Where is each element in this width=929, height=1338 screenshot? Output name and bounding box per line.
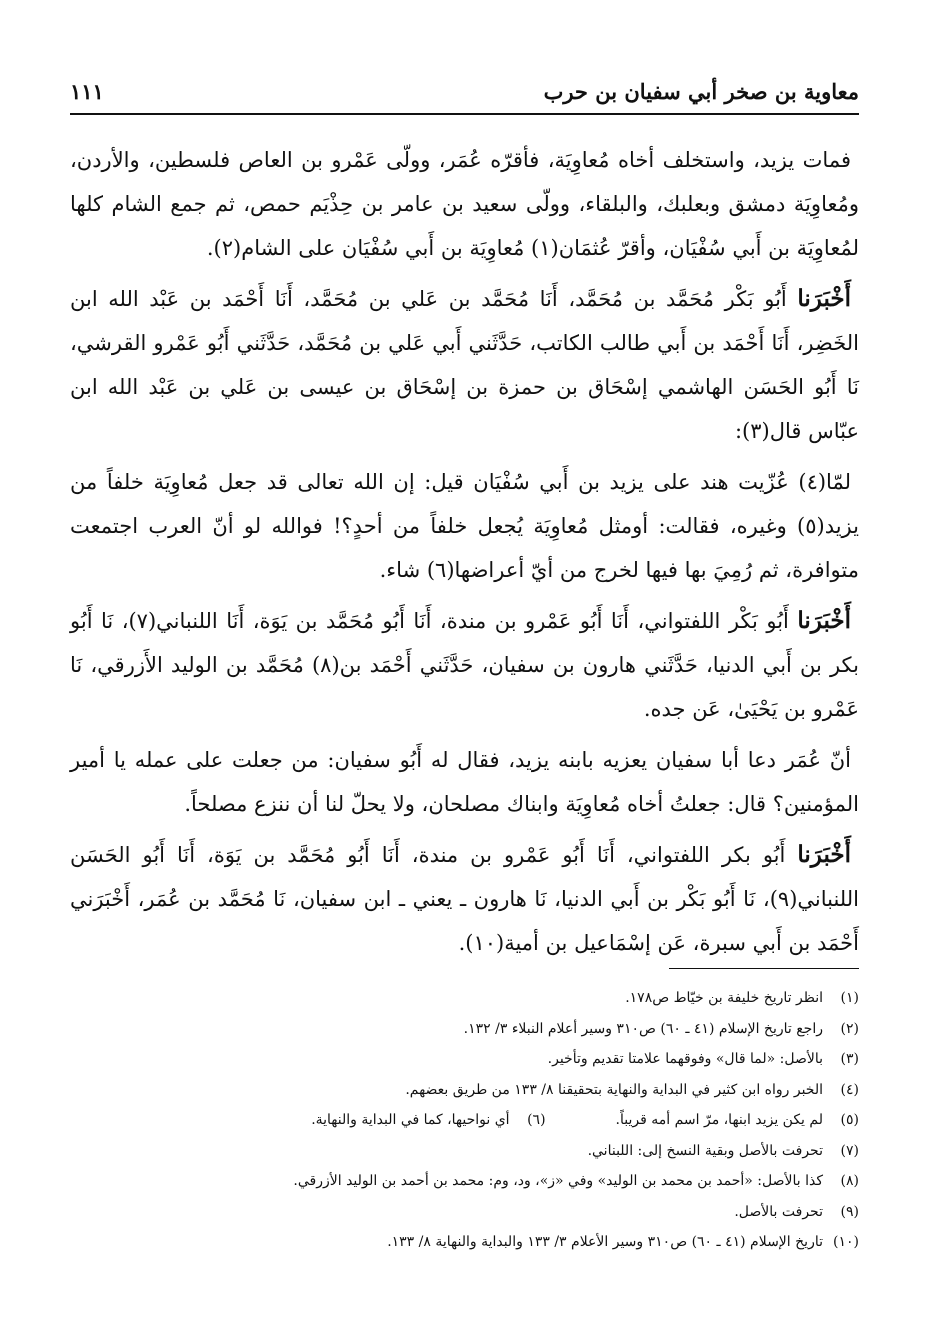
footnote-number: (١) (840, 990, 859, 1006)
paragraph-6 (70, 833, 859, 965)
footnote-number: (١٠) (833, 1234, 859, 1250)
footnote-text: لم يكن يزيد ابنها، مرّ اسم أمه قريباً. (615, 1112, 823, 1128)
header-title: معاوية بن صخر أبي سفيان بن حرب (543, 79, 859, 104)
page-number: ١١١ (70, 79, 104, 104)
footnote-number: (٣) (840, 1051, 859, 1067)
footnote-text: أي نواحيها، كما في البداية والنهاية. (311, 1112, 510, 1128)
akhbarana-lead: أَخْبَرَنا (797, 607, 851, 634)
header-divider (70, 113, 859, 115)
footnote-5-6 (70, 1105, 859, 1136)
footnote-number: (٦) (527, 1112, 546, 1128)
footnote-number: (٩) (840, 1203, 859, 1220)
footnote-2 (70, 1014, 859, 1045)
footnote-1 (70, 983, 859, 1014)
footnote-3 (70, 1044, 859, 1075)
footnote-number: (٥) (840, 1112, 859, 1128)
akhbarana-lead: أَخْبَرَنا (797, 285, 851, 312)
footnote-number: (٢) (840, 1020, 859, 1037)
footnote-divider (669, 968, 859, 969)
paragraph-5: أنّ عُمَر دعا أبا سفيان يعزيه بابنه يزيد، فقال له أَبُو سفيان: من جعلت على عمله يا أمير المؤمنين؟ قال: جعلتُ أخاه مُعاوِيَة وابناك مصلحان، ولا يحلّ لنا أن ننزع مصلحاً. (70, 748, 859, 816)
footnote-8 (70, 1166, 859, 1197)
akhbarana-lead: أَخْبَرَنا (797, 841, 851, 868)
paragraph-1: فمات يزيد، واستخلف أخاه مُعاوِيَة، فأقرّه عُمَر، وولّى عَمْرو بن العاص فلسطين، والأردن، ومُعاوِيَة دمشق وبعلبك، والبلقاء، وولّى سعيد بن عامر بن حِذْيَم حمص، ثم جمع الشام كلها لمُعاوِيَة بن أَبي سُفْيَان، وأقرّ عُثمَان(١) مُعاوِيَة بن أَبي سُفْيَان على الشام(٢). (70, 148, 859, 260)
paragraph-4 (70, 599, 859, 731)
footnote-text: بالأصل: «لما قال» وفوقهما علامتا تقديم وتأخير. (547, 1051, 823, 1067)
paragraph-4-text: أَبُو بَكْر اللفتواني، أَنَا أَبُو عَمْرو بن مندة، أَنَا أَبُو مُحَمَّد بن يَوَة، أَنَا اللنباني(٧)، نَا أَبُو بكر بن أَبي الدنيا، حَدَّثَني هارون بن سفيان، حَدَّثَني أَحْمَد بن(٨) مُحَمَّد بن الوليد الأَزرقي، نَا عَمْرو بن يَحْيَىٰ، عَن جده. (70, 609, 859, 721)
footnote-text: تحرفت بالأصل. (734, 1203, 823, 1220)
footnote-7 (70, 1136, 859, 1167)
footnote-10 (70, 1227, 859, 1258)
footnote-number: (٧) (840, 1142, 859, 1159)
footnote-text: انظر تاريخ خليفة بن خيّاط ص١٧٨. (625, 990, 823, 1006)
footnote-text: الخبر رواه ابن كثير في البداية والنهاية بتحقيقنا ٨/ ١٣٣ من طريق بعضهم. (405, 1081, 823, 1098)
footnote-4 (70, 1075, 859, 1106)
footnote-9 (70, 1197, 859, 1228)
paragraph-2-text: أَبُو بَكْر مُحَمَّد بن مُحَمَّد، أَنَا مُحَمَّد بن عَلي بن مُحَمَّد، أَنَا أَحْمَد بن عَبْد الله ابن الخَضِر، أَنَا أَحْمَد بن أَبي طالب الكاتب، حَدَّثَني أَبي عَلي بن مُحَمَّد، حَدَّثَني أَبُو عَمْرو القرشي، نَا أَبُو الحَسَن الهاشمي إسْحَاق بن حمزة بن إسْحَاق بن عيسى بن عَلي بن عَبْد الله ابن عبّاس قال(٣): (70, 287, 859, 443)
footnote-text: كذا بالأصل: «أحمد بن محمد بن الوليد» وفي «ز»، ود، وم: محمد بن أحمد بن الوليد الأزرقي. (293, 1173, 823, 1189)
footnote-number: (٨) (840, 1173, 859, 1189)
footnote-number: (٤) (840, 1081, 859, 1098)
paragraph-3: لمّا(٤) عُزّيت هند على يزيد بن أَبي سُفْيَان قيل: إن الله تعالى قد جعل مُعاوِيَة خلفاً من يزيد(٥) وغيره، فقالت: أومثل مُعاوِيَة يُجعل خلفاً من أحدٍ؟! فوالله لو أنّ العرب اجتمعت متوافرة، ثم رُمِيَ بها فيها لخرج من أيّ أعراضها(٦) شاء. (70, 470, 859, 582)
footnote-text: راجع تاريخ الإسلام (٤١ ـ ٦٠) ص٣١٠ وسير أعلام النبلاء ٣/ ١٣٢. (463, 1020, 823, 1037)
footnote-text: تحرفت بالأصل وبقية النسخ إلى: اللبناني. (587, 1142, 823, 1159)
main-text (70, 138, 859, 972)
running-header (70, 68, 859, 104)
paragraph-2 (70, 277, 859, 453)
footnotes (70, 983, 859, 1258)
paragraph-6-text: أَبُو بكر اللفتواني، أَنَا أَبُو عَمْرو بن مندة، أَنَا أَبُو مُحَمَّد بن يَوَة، أَنَا أَبُو الحَسَن اللنباني(٩)، نَا أَبُو بَكْر بن أَبي الدنيا، نَا هارون ـ يعني ـ ابن سفيان، نَا مُحَمَّد بن عُمَر، أَخْبَرَني أَحْمَد بن أَبي سبرة، عَن إسْمَاعيل بن أمية(١٠). (70, 843, 859, 955)
footnote-text: تاريخ الإسلام (٤١ ـ ٦٠) ص٣١٠ وسير الأعلام ٣/ ١٣٣ والبداية والنهاية ٨/ ١٣٣. (387, 1234, 823, 1250)
